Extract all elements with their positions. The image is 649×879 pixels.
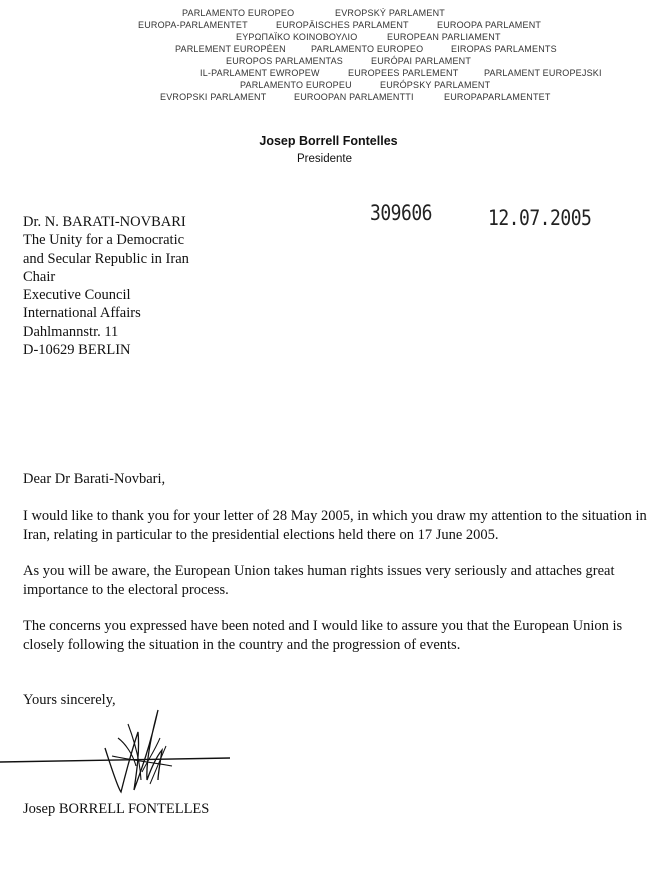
address-line: The Unity for a Democratic xyxy=(23,232,185,249)
letterhead-row xyxy=(0,32,649,43)
address-line: D-10629 BERLIN xyxy=(23,342,131,359)
address-line: Dr. N. BARATI-NOVBARI xyxy=(23,214,186,230)
sender-title: Presidente xyxy=(297,153,352,165)
letterhead-text: PARLAMENTO EUROPEU xyxy=(240,80,352,90)
reference-number-stamp: 309606 xyxy=(370,201,433,226)
letterhead-text: EUROOPA PARLAMENT xyxy=(437,20,542,30)
letterhead-row xyxy=(0,68,649,79)
letterhead-text: ΕΥΡΩΠΑΪΚΟ ΚΟΙΝΟΒΟΥΛΙΟ xyxy=(236,32,358,42)
handwritten-signature xyxy=(0,700,260,800)
letterhead-text: EIROPAS PARLAMENTS xyxy=(451,44,557,54)
letterhead-text: EUROPOS PARLAMENTAS xyxy=(226,56,343,66)
letterhead-text: EUROOPAN PARLAMENTTI xyxy=(294,92,414,102)
letterhead-text: PARLAMENTO EUROPEO xyxy=(182,8,295,18)
letterhead-text: EURÓPAI PARLAMENT xyxy=(371,56,472,66)
address-line: Executive Council xyxy=(23,287,131,304)
letterhead-text: EVROPSKÝ PARLAMENT xyxy=(335,8,445,18)
address-line: International Affairs xyxy=(23,305,141,322)
body-paragraph: As you will be aware, the European Union takes human rights issues very seriously and attaches great importance to the electoral process. xyxy=(23,563,615,598)
salutation: Dear Dr Barati-Novbari, xyxy=(23,471,166,487)
letterhead-text: EUROPA-PARLAMENTET xyxy=(138,20,248,30)
letterhead-row xyxy=(0,20,649,31)
letterhead-text: EUROPAPARLAMENTET xyxy=(444,92,551,102)
date-stamp: 12.07.2005 xyxy=(488,206,592,231)
letterhead-row xyxy=(0,92,649,103)
letterhead-row xyxy=(0,56,649,67)
address-line: and Secular Republic in Iran xyxy=(23,250,189,267)
letterhead-text: EUROPÄISCHES PARLAMENT xyxy=(276,20,409,30)
recipient-address xyxy=(23,213,189,359)
letterhead-row xyxy=(0,8,649,19)
letterhead-text: EUROPEES PARLEMENT xyxy=(348,68,459,78)
sender-name: Josep Borrell Fontelles xyxy=(259,134,398,148)
letterhead-text: EVROPSKI PARLAMENT xyxy=(160,92,267,102)
letterhead-text: IL-PARLAMENT EWROPEW xyxy=(200,68,320,78)
closing: Yours sincerely, xyxy=(23,692,116,708)
letterhead-row xyxy=(0,44,649,55)
letterhead-text: EURÓPSKY PARLAMENT xyxy=(380,80,491,90)
letterhead-row xyxy=(0,80,649,91)
body-paragraph: The concerns you expressed have been noted and I would like to assure you that the European Union is closely following the situation in the country and the progression of events. xyxy=(23,618,623,653)
address-line: Chair xyxy=(23,268,56,285)
body-paragraph: I would like to thank you for your letter of 28 May 2005, in which you draw my attention to the situation in Iran, relating in particular to the presidential elections held there on 17 June 2005. xyxy=(23,508,647,543)
letterhead-text: EUROPEAN PARLIAMENT xyxy=(387,32,501,42)
address-line: Dahlmannstr. 11 xyxy=(23,323,119,340)
letterhead-text: PARLEMENT EUROPÉEN xyxy=(175,44,286,54)
letterhead-text: PARLAMENT EUROPEJSKI xyxy=(484,68,602,78)
letterhead-text: PARLAMENTO EUROPEO xyxy=(311,44,424,54)
signatory-name: Josep BORRELL FONTELLES xyxy=(23,801,210,817)
